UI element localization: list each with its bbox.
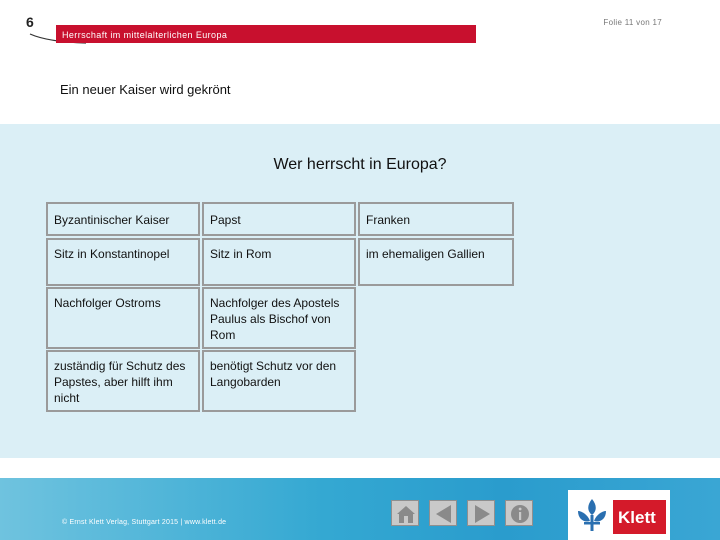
next-icon — [471, 503, 493, 525]
section-title: Herrschaft im mittelalterlichen Europa — [62, 30, 228, 40]
klett-wordmark — [613, 500, 666, 534]
table-cell: zuständig für Schutz des Papstes, aber hilft ihm nicht — [46, 350, 200, 412]
table-cell: Nachfolger des Apostels Paulus als Bischof von Rom — [202, 287, 356, 349]
slide-title: Ein neuer Kaiser wird gekrönt — [60, 82, 231, 97]
question-heading — [0, 156, 720, 174]
copyright-text: © Ernst Klett Verlag, Stuttgart 2015 | www.klett.de — [62, 519, 227, 526]
table-cell: Nachfolger Ostroms — [46, 287, 200, 349]
section-title-bar — [56, 25, 476, 43]
next-button[interactable] — [467, 500, 495, 526]
content-area — [0, 124, 720, 458]
klett-logo-text: Klett — [618, 508, 656, 527]
chapter-number: 6 — [26, 14, 34, 30]
klett-logo — [568, 490, 670, 540]
slide-counter: Folie 11 von 17 — [603, 18, 662, 27]
table-cell: Sitz in Rom — [202, 238, 356, 286]
table-cell: benötigt Schutz vor den Langobarden — [202, 350, 356, 412]
table-cell: Sitz in Konstantinopel — [46, 238, 200, 286]
prev-icon — [433, 503, 455, 525]
footer — [0, 478, 720, 540]
table-header-cell: Byzantinischer Kaiser — [46, 202, 200, 236]
info-button[interactable] — [505, 500, 533, 526]
table-header-cell: Papst — [202, 202, 356, 236]
question-text: Wer herrscht in Europa? — [273, 156, 447, 173]
home-icon — [395, 503, 417, 525]
table-cell: im ehemaligen Gallien — [358, 238, 514, 286]
prev-button[interactable] — [429, 500, 457, 526]
klett-fleur-icon — [572, 495, 612, 535]
info-icon — [509, 503, 531, 525]
home-button[interactable] — [391, 500, 419, 526]
table-header-cell: Franken — [358, 202, 514, 236]
